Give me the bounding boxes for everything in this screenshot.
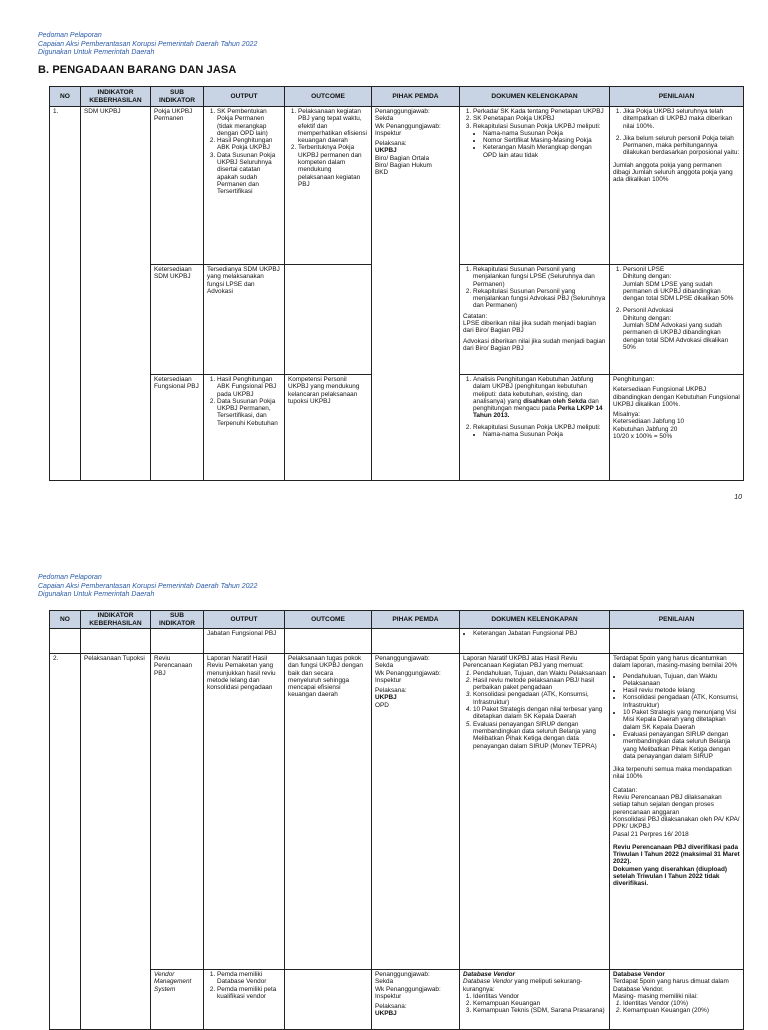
header-line-1: Pedoman Pelaporan [38, 574, 102, 581]
col-header-dokumen: DOKUMEN KELENGKAPAN [460, 87, 610, 107]
list-item: 1. Perkada/ SK Kada tentang Penetapan UKPBJ [473, 108, 606, 115]
pihak-label: Wk Penanggungjawab: [375, 985, 441, 993]
section-title: B. PENGADAAN BARANG DAN JASA [38, 64, 237, 76]
list-item [473, 424, 606, 439]
cell-penilaian [610, 970, 744, 1030]
list-item-text: Identitas Vendor (10%) [623, 1000, 689, 1008]
dokumen-intro: Laporan Naratif UKPBJ atas Hasil Reviu Perencanaan Kegiatan PBJ yang memuat: [463, 655, 584, 670]
penilaian-formula: Jumlah anggota pokja yang permanen dibagi Jumlah seluruh anggota pokja yang ada dikalikan 100% [613, 161, 733, 184]
cell-sub-indikator: Ketersediaan Fungsional PBJ [151, 375, 204, 481]
list-item-title: 2. Personil Advokasi [623, 307, 674, 315]
header-line-2: Capaian Aksi Pemberantasan Korupsi Pemerintah Daerah Tahun 2022 [38, 582, 258, 590]
pihak-value: OPD [375, 701, 389, 709]
col-header-sub-indikator: SUB INDIKATOR [151, 611, 204, 629]
list-item: • Nomor Sertifikat Masing-Masing Pokja [483, 137, 606, 144]
cell-indikator [81, 629, 151, 654]
col-header-indikator: INDIKATOR KEBERHASILAN [81, 611, 151, 629]
list-item-text: Rekapitulasi Susunan Pokja UKPBJ meliputi: [473, 423, 601, 431]
list-item: 1. Pelaksanaan kegiatan PBJ yang tepat waktu, efektif dan memperhatikan efisiensi keuangan daerah [298, 108, 368, 144]
cell-dokumen [460, 265, 610, 375]
col-header-output: OUTPUT [204, 611, 285, 629]
cell-sub-indikator: Ketersediaan SDM UKPBJ [151, 265, 204, 375]
cell-dokumen [460, 629, 610, 654]
cell-no: 1. [50, 107, 81, 481]
header-line-1: Pedoman Pelaporan [38, 32, 102, 39]
list-item-text: Konsolidasi pengadaan (ATK, Konsumsi, Infrastruktur) [473, 691, 589, 706]
cell-dokumen [460, 970, 610, 1030]
catatan-text: Pasal 21 Perpres 16/ 2018 [613, 830, 689, 838]
list-item: 2. Jika belum seluruh personil Pokja telah Permanen, maka perhitungannya dilakukan berdasarkan porposional yaitu: [623, 135, 740, 157]
cell-pihak-pemda [372, 654, 460, 970]
list-item [473, 706, 606, 721]
pihak-value: UKPBJ [375, 694, 397, 702]
cell-penilaian [610, 629, 744, 654]
table-row [50, 107, 744, 265]
col-header-dokumen: DOKUMEN KELENGKAPAN [460, 611, 610, 629]
list-item [623, 1000, 740, 1007]
bold-text: Perka LKPP 14 Tahun 2013. [473, 405, 603, 420]
page-number: 10 [734, 494, 742, 501]
catatan-label: Catatan: [613, 786, 638, 794]
procurement-table-page-1 [49, 86, 744, 481]
penilaian-text: 10/20 x 100% = 50% [613, 433, 673, 441]
cell-penilaian [610, 654, 744, 970]
list-item: 2. Hasil Penghitungan ABK Pokja UKPBJ [217, 137, 281, 152]
list-item: • Evaluasi penayangan SIRUP dengan membandingkan data seluruh Belanja yang Melibatkan Pihak Ketiga dengan data penayangan dalam SIRUP [623, 731, 740, 760]
list-item: 2. Pemda memiliki peta kualifikasi vendor [217, 986, 281, 1001]
list-item-title: 1. Personil LPSE [623, 266, 665, 273]
list-item: • Nama-nama Susunan Pokja [483, 130, 606, 137]
col-header-pihak-pemda: PIHAK PEMDA [372, 87, 460, 107]
cell-outcome [285, 970, 372, 1030]
cell-dokumen [460, 375, 610, 481]
cell-sub-indikator: Vendor Management System [151, 970, 204, 1030]
pihak-value: UKPBJ [375, 1010, 397, 1018]
list-item-text: Hasil reviu metode pelaksanaan PBJ/ hasil perbaikan paket pengadaan [473, 676, 595, 692]
cell-sub-indikator: Pokja UKPBJ Permanen [151, 107, 204, 265]
list-item: 1. Rekapitulasi Susunan Personil yang menjalankan fungsi LPSE (Seluruhnya dan Permanen) [473, 266, 606, 288]
col-header-pihak-pemda: PIHAK PEMDA [372, 611, 460, 629]
pihak-label: Wk Penanggungjawab: [375, 669, 441, 677]
cell-penilaian [610, 265, 744, 375]
list-item-text: Analisis Penghitungan Kebutuhan Jabfung dalam UKPBJ (penghitungan kebutuhan meliputi: data kebutuhan, existing, dan analisanya) yang [473, 376, 594, 405]
list-item: • Keterangan Jabatan Fungsional PBJ [473, 630, 606, 637]
list-item-text: Evaluasi penayangan SIRUP dengan membandingkan data seluruh Belanja yang Melibatkan Pihak Ketiga dengan data penayangan dalam SIRUP (Monev TEPRA) [473, 720, 597, 750]
bold-note: Dokumen yang diserahkan (diupload) setelah Triwulan I Tahun 2022 tidak diverifikasi. [613, 865, 727, 888]
list-item [473, 376, 606, 420]
cell-output [204, 970, 285, 1030]
list-item: 2. SK Penetapan Pokja UKPBJ [473, 115, 606, 122]
table-header-row [50, 611, 744, 629]
cell-no [50, 629, 81, 654]
cell-outcome: Kompetensi Personil UKPBJ yang mendukung kelancaran pelaksanaan tupoksi UKPBJ [285, 375, 372, 481]
cell-output [204, 375, 285, 481]
list-item-text: Dihitung dengan: [623, 273, 672, 281]
cell-indikator: Pelaksanaan Tupoksi [81, 654, 151, 1030]
col-header-outcome: OUTCOME [285, 611, 372, 629]
pihak-value: BKD [375, 169, 389, 177]
pihak-label: Penanggungjawab: [375, 655, 430, 662]
table-row [50, 629, 744, 654]
cell-no: 2. [50, 654, 81, 1030]
cell-outcome [285, 107, 372, 265]
header-line-3: Digunakan Untuk Pemerintah Daerah [38, 49, 155, 56]
bold-note: Reviu Perencanaan PBJ diverifikasi pada Triwulan I Tahun 2022 (maksimal 31 Maret 2022). [613, 843, 740, 866]
list-item: 1. Jika Pokja UKPBJ seluruhnya telah ditempatkan di UKPBJ maka diberikan nilai 100%. [623, 108, 740, 130]
dokumen-title: Database Vendor [463, 971, 515, 978]
catatan-text: Reviu Perencanaan PBJ dilaksanakan setiap tahun sejalan dengan proses perencanaan anggaran [613, 794, 722, 816]
list-item: • Hasil reviu metode lelang [623, 687, 740, 694]
list-item: • Keterangan Masih Merangkap dengan OPD lain atau tidak [483, 144, 606, 159]
cell-outcome: Pelaksanaan tugas pokok dan fungsi UKPBJ dengan baik dan secara menyeluruh sehingga mencapai efisiensi keuangan daerah [285, 654, 372, 970]
penilaian-text: Masing- masing memiliki nilai: [613, 992, 698, 1000]
pihak-value: Inspektur [375, 992, 402, 1000]
list-item: • Pendahuluan, Tujuan, dan Waktu Pelaksanaan [623, 673, 740, 688]
header-line-3: Digunakan Untuk Pemerintah Daerah [38, 591, 155, 598]
list-item: 2. Terbentuknya Pokja UKPBJ permanen dan kompeten dalam mendukung pelaksanaan kegiatan PBJ [298, 144, 368, 188]
dokumen-intro-text: yang meliputi sekurang-kurangnya: [463, 978, 583, 993]
col-header-penilaian: PENILAIAN [610, 611, 744, 629]
list-item-text: Rekapitulasi Susunan Pokja UKPBJ meliputi: [473, 122, 601, 130]
list-item [473, 123, 606, 159]
list-item: • 10 Paket Strategis yang menunjang Visi Misi Kepala Daerah yang ditetapkan dalam SK Kepala Daerah [623, 709, 740, 731]
penilaian-text: Kebutuhan Jabfung 20 [613, 425, 678, 433]
cell-output: Jabatan Fungsional PBJ [204, 629, 285, 654]
header-line-2: Capaian Aksi Pemberantasan Korupsi Pemerintah Daerah Tahun 2022 [38, 40, 258, 48]
list-item: 3. Kemampuan Teknis (SDM, Sarana Prasarana) [473, 1007, 606, 1014]
cell-pihak-pemda [372, 629, 460, 654]
pihak-label: Wk Penanggungjawab: [375, 122, 441, 130]
list-item [623, 266, 740, 302]
list-item-text: 10 Paket Strategis dengan nilai terbesar yang ditetapkan dalam SK Kepala Daerah [473, 706, 603, 721]
catatan-text: Advokasi diberikan nilai jika sudah menjadi bagian dari Biro/ Bagian PBJ [463, 337, 606, 352]
table-header-row [50, 87, 744, 107]
list-item-text: Jumlah SDM LPSE yang sudah permanen di UKPBJ dibandingkan dengan total SDM LPSE dikalikan 50% [623, 280, 734, 303]
pihak-label: Pelaksana: [375, 687, 407, 695]
list-item [473, 721, 606, 750]
cell-outcome [285, 629, 372, 654]
dokumen-intro [463, 978, 606, 993]
list-item: 2. Rekapitulasi Susunan Personil yang menjalankan fungsi Advokasi PBJ (Seluruhnya dan Permanen) [473, 288, 606, 310]
col-header-output: OUTPUT [204, 87, 285, 107]
pihak-label: Pelaksana: [375, 140, 407, 148]
catatan-text: LPSE diberikan nilai jika sudah menjadi bagian dari Biro/ Bagian PBJ [463, 320, 596, 335]
procurement-table-page-2 [49, 610, 744, 1030]
col-header-indikator: INDIKATOR KEBERHASILAN [81, 87, 151, 107]
pihak-label: Penanggungjawab: [375, 108, 430, 115]
pihak-value: Sekda [375, 662, 394, 670]
list-item: 3. Data Susunan Pokja UKPBJ Seluruhnya disertai catatan apakah sudah Permanen dan Tersertifikasi [217, 152, 281, 196]
col-header-sub-indikator: SUB INDIKATOR [151, 87, 204, 107]
table-row [50, 970, 744, 1030]
cell-output: Tersedianya SDM UKPBJ yang melaksanakan fungsi LPSE dan Advokasi [204, 265, 285, 375]
penilaian-text: Terdapat 5poin yang harus dimuat dalam Database Vendor. [613, 978, 729, 993]
page-header [38, 574, 257, 600]
col-header-no: NO [50, 611, 81, 629]
pihak-value: Sekda [375, 115, 394, 123]
list-item-text: Kemampuan Keuangan (20%) [623, 1007, 709, 1015]
pihak-value: UKPBJ [375, 147, 397, 155]
list-item: 2. Kemampuan Keuangan [473, 1000, 606, 1007]
penilaian-title: Database Vendor [613, 971, 665, 978]
page-header [38, 32, 257, 58]
list-item [623, 307, 740, 351]
cell-pihak-pemda [372, 970, 460, 1030]
list-item: • Nama-nama Susunan Pokja [483, 431, 606, 438]
pihak-value: Biro/ Bagian Ortala [375, 154, 429, 162]
pihak-value: Sekda [375, 978, 394, 986]
cell-output [204, 107, 285, 265]
list-item: 1. Identitas Vendor [473, 993, 606, 1000]
list-item-text: Dihitung dengan: [623, 314, 672, 322]
list-item: • Konsolidasi pengadaan (ATK, Konsumsi, Infrastruktur) [623, 694, 740, 709]
list-item [473, 691, 606, 706]
penilaian-text: Ketersediaan Jabfung 10 [613, 418, 685, 426]
cell-dokumen [460, 107, 610, 265]
list-item-text: Pendahuluan, Tujuan, dan Waktu Pelaksanaan [473, 669, 606, 677]
pihak-label: Penanggungjawab: [375, 971, 430, 978]
italic-text: Database Vendor [463, 978, 513, 986]
col-header-no: NO [50, 87, 81, 107]
pihak-value: Inspektur [375, 676, 402, 684]
pihak-value: Biro/ Bagian Hukum [375, 162, 432, 170]
penilaian-text: Penghitungan: [613, 376, 655, 383]
penilaian-text: Ketersediaan Fungsional UKPBJ dibandingkan dengan Kebutuhan Fungsional UKPBJ dikalikan 100%. [613, 386, 740, 408]
cell-outcome [285, 265, 372, 375]
cell-penilaian [610, 107, 744, 265]
catatan-label: Catatan: [463, 312, 488, 320]
cell-dokumen [460, 654, 610, 970]
list-item: 1. SK Pembentukan Pokja Permanen (tidak merangkap dengan OPD lain) [217, 108, 281, 137]
penilaian-text: Jika terpenuhi semua maka mendapatkan nilai 100% [613, 766, 732, 781]
cell-sub-indikator: Reviu Perencanaan PBJ [151, 654, 204, 970]
col-header-outcome: OUTCOME [285, 87, 372, 107]
pihak-value: Inspektur [375, 129, 402, 137]
list-item: 2. Data Susunan Pokja UKPBJ Permanen, Tersertifikasi, dan Terpenuhi Kebutuhan [217, 398, 281, 427]
cell-pihak-pemda [372, 107, 460, 481]
col-header-penilaian: PENILAIAN [610, 87, 744, 107]
list-item: 1. Hasil Penghitungan ABK Fungsional PBJ pada UKPBJ [217, 376, 281, 398]
cell-indikator: SDM UKPBJ [81, 107, 151, 481]
catatan-text: Konsolidasi PBJ dilaksanakan oleh PA/ KPA/ PPK/ UKPBJ [613, 815, 740, 831]
list-item-text: Jumlah SDM Advokasi yang sudah permanen di UKPBJ dibandingkan dengan total SDM Advokasi dikalikan 50% [623, 322, 729, 351]
table-row [50, 654, 744, 970]
penilaian-intro: Terdapat 5poin yang harus dicantumkan dalam laporan, masing-masing bernilai 20% [613, 655, 738, 670]
cell-sub-indikator [151, 629, 204, 654]
penilaian-text: Misalnya: [613, 411, 640, 419]
list-item [623, 1007, 740, 1014]
list-item-text: dan penghitungan mengacu pada [473, 397, 599, 413]
cell-penilaian [610, 375, 744, 481]
list-item: 1. Pemda memiliki Database Vendor [217, 971, 281, 986]
cell-output: Laporan Naratif Hasil Reviu Pemaketan yang menunjukkan hasil reviu metode lelang dan konsolidasi pengadaan [204, 654, 285, 970]
pihak-label: Pelaksana: [375, 1003, 407, 1011]
list-item [473, 670, 606, 677]
bold-text: disahkan oleh Sekda [523, 397, 587, 405]
list-item [473, 677, 606, 692]
